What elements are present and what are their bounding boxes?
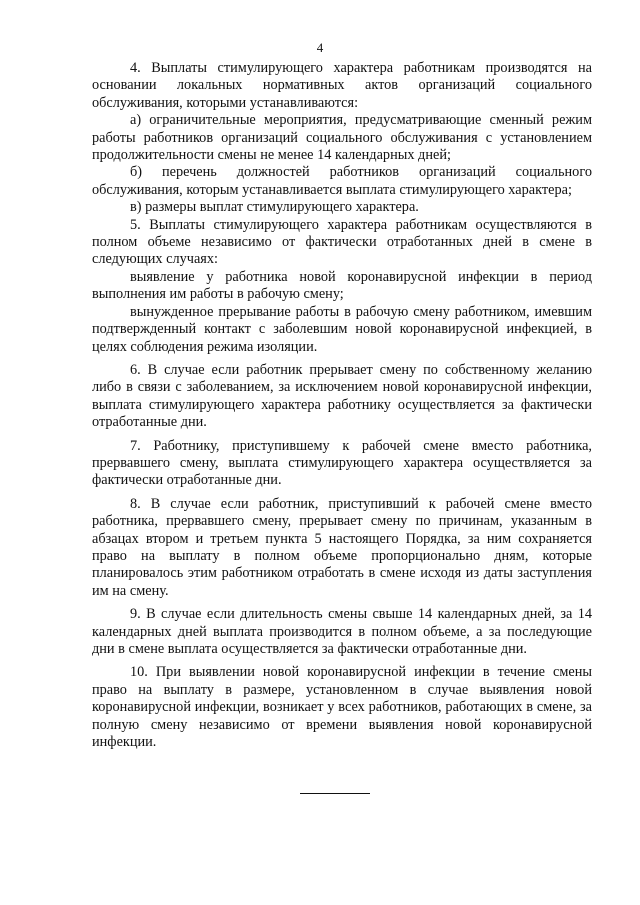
paragraph-9: 9. В случае если длительность смены свыше 14 календарных дней, за 14 календарных дней выплата производится в полном объеме, а за последующие дни в смене выплата осуществляется за фактически отработанные дни.: [92, 606, 592, 657]
paragraph-5: 5. Выплаты стимулирующего характера работникам осуществляются в полном объеме независимо от фактически отработанных дней в смене в следующих случаях:: [92, 216, 592, 268]
paragraph-5-case-1: выявление у работника новой коронавирусной инфекции в период выполнения им работы в рабочую смену;: [92, 268, 592, 303]
end-separator-line: [300, 793, 370, 794]
paragraph-5-case-2: вынужденное прерывание работы в рабочую смену работником, имевшим подтвержденный контакт с заболевшим новой коронавирусной инфекцией, в целях соблюдения режима изоляции.: [92, 303, 592, 355]
paragraph-10: 10. При выявлении новой коронавирусной инфекции в течение смены право на выплату в размере, установленном в случае выявления новой коронавирусной инфекции, возникает у всех работников, работающих в смене, за полную смену независимо от времени выявления новой коронавирусной инфекции.: [92, 664, 592, 751]
paragraph-6: 6. В случае если работник прерывает смену по собственному желанию либо в связи с заболеванием, за исключением новой коронавирусной инфекции, выплата стимулирующего характера работнику осуществляется за фактически отработанные дни.: [92, 361, 592, 431]
paragraph-7: 7. Работнику, приступившему к рабочей смене вместо работника, прервавшего смену, выплата стимулирующего характера осуществляется за фактически отработанные дни.: [92, 437, 592, 489]
document-body: [92, 60, 592, 751]
paragraph-4: 4. Выплаты стимулирующего характера работникам производятся на основании локальных нормативных актов организаций социального обслуживания, которыми устанавливаются:: [92, 60, 592, 111]
page-number: 4: [316, 40, 324, 55]
paragraph-4b: б) перечень должностей работников организаций социального обслуживания, которым устанавливается выплата стимулирующего характера;: [92, 164, 592, 198]
paragraph-4a: а) ограничительные мероприятия, предусматривающие сменный режим работы работников организаций социального обслуживания с установлением продолжительности смены не менее 14 календарных дней;: [92, 112, 592, 164]
paragraph-4c: в) размеры выплат стимулирующего характера.: [130, 199, 419, 216]
paragraph-8: 8. В случае если работник, приступивший к рабочей смене вместо работника, прервавшего смену, прерывает смену по причинам, указанным в абзацах втором и третьем пункта 5 настоящего Порядка, за ним сохраняется право на выплату в полном объеме пропорционально дням, которые планировалось этим работником отработать в смене исходя из даты заступления им на смену.: [92, 495, 592, 599]
